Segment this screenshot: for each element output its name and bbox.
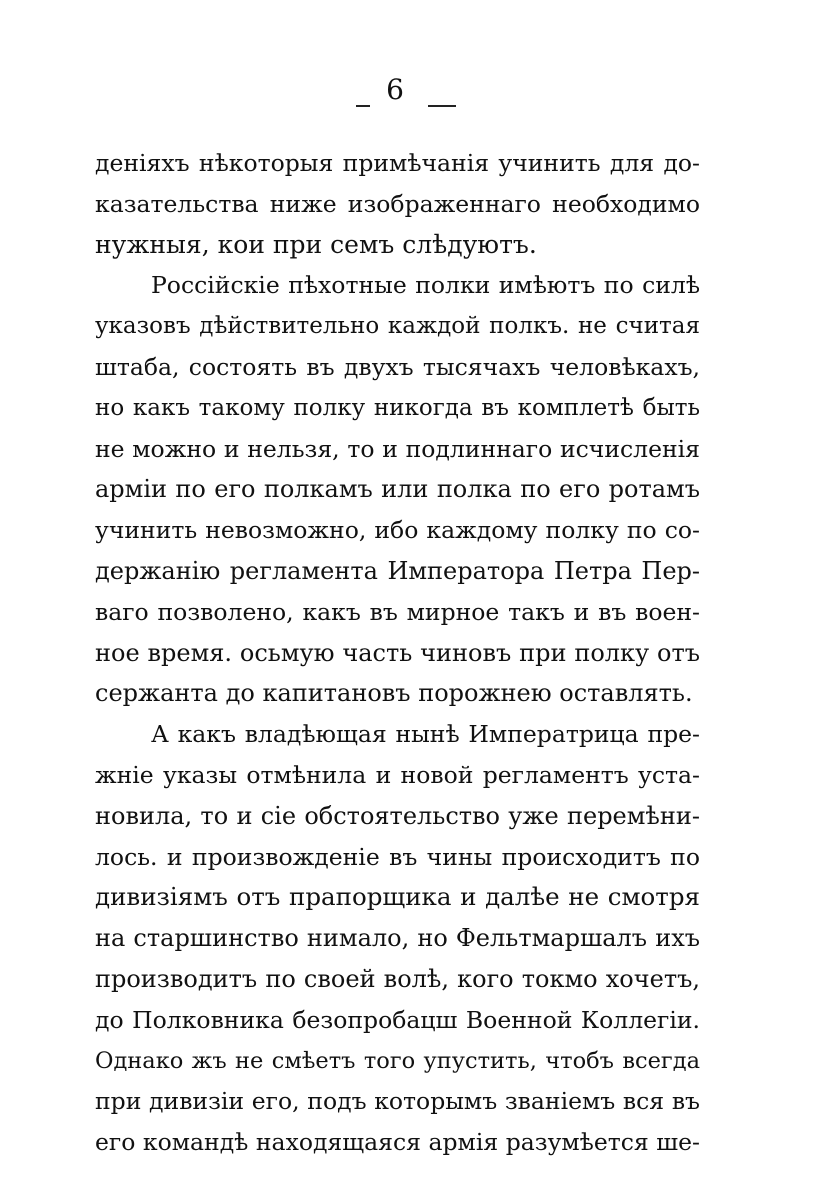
text-line: новила, то и сіе обстоятельство уже перемѣни- — [95, 801, 700, 830]
text-line: до Полковника безопробацш Военной Коллегіи. — [95, 1005, 700, 1034]
text-line: ваго позволено, какъ въ мирное такъ и въ воен- — [95, 597, 700, 626]
text-line: деніяхъ нѣкоторыя примѣчанія учинить для до- — [95, 149, 700, 177]
text-line: сержанта до капитановъ порожнею оставлять. — [95, 679, 693, 708]
text-line: держанію регламента Императора Петра Пер- — [95, 556, 700, 585]
text-line: не можно и нельзя, то и подлиннаго исчисленія — [95, 434, 700, 463]
page-number-rule-right — [428, 105, 456, 107]
text-line: на старшинство нимало, но Фельтмаршалъ ихъ — [95, 924, 700, 953]
text-line: его командѣ находящаяся армія разумѣется ше- — [95, 1128, 700, 1157]
text-line: дивизіямъ отъ прапорщика и далѣе не смотря — [95, 882, 700, 912]
text-line: арміи по его полкамъ или полка по его ротамъ — [95, 475, 700, 504]
text-line: но какъ такому полку никогда въ комплетѣ быть — [95, 394, 700, 421]
text-line: казательства ниже изображеннаго необходимо — [95, 189, 700, 218]
text-line: производитъ по своей волѣ, кого токмо хочетъ, — [95, 964, 700, 993]
text-line: при дивизіи его, подъ которымъ званіемъ вся въ — [95, 1087, 700, 1116]
text-line: жніе указы отмѣнила и новой регламентъ уста- — [95, 760, 700, 789]
page-number-rule-left — [356, 105, 370, 107]
text-line: Однако жъ не смѣетъ того упустить, чтобъ всегда — [95, 1047, 700, 1074]
text-line: лось. и произвожденіе въ чины происходитъ по — [95, 842, 700, 871]
text-line: штаба, состоять въ двухъ тысячахъ человѣкахъ, — [95, 352, 700, 381]
text-line: учинить невозможно, ибо каждому полку по со- — [95, 516, 700, 545]
text-line: нужныя, кои при семъ слѣдуютъ. — [95, 229, 537, 259]
text-line: А какъ владѣющая нынѣ Императрица пре- — [151, 720, 700, 749]
text-line: указовъ дѣйствительно каждой полкъ. не считая — [95, 313, 700, 340]
page-number: 6 — [386, 73, 404, 106]
body-text — [95, 143, 700, 1163]
text-line: ное время. осьмую часть чиновъ при полку отъ — [95, 638, 700, 667]
text-line: Россійскіе пѣхотные полки имѣютъ по силѣ — [151, 271, 700, 300]
